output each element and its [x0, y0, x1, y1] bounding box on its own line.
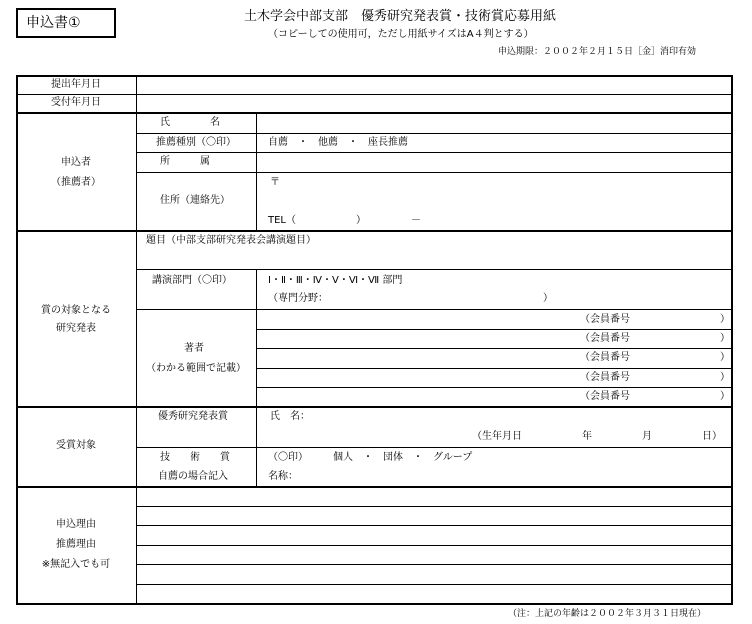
award-target-label: 受賞対象: [56, 440, 96, 451]
form-subtitle: （コピーしての使用可，ただし用紙サイズはA４判とする）: [268, 29, 534, 40]
address-label: 住所（連絡先）: [160, 195, 230, 206]
form-title: 土木学会中部支部 優秀研究発表賞・技術賞応募用紙: [244, 9, 557, 24]
rec-type-label: 推薦種別（〇印）: [156, 137, 236, 148]
member-no-1[interactable]: （会員番号 ）: [580, 314, 730, 325]
subject-field[interactable]: [137, 250, 731, 268]
sub-divider: [256, 270, 257, 406]
target-label: 賞の対象となる: [41, 305, 111, 316]
rec-type-options[interactable]: 自薦 ・ 他薦 ・ 座長推薦: [268, 137, 408, 148]
division-options[interactable]: Ⅰ・Ⅱ・Ⅲ・Ⅳ・Ⅴ・Ⅵ・Ⅶ 部門: [268, 275, 403, 286]
footer-note: （注：上記の年齢は２００２年３月３１日現在）: [508, 609, 707, 619]
applicant-sub-label: （推薦者）: [51, 177, 101, 188]
org-name-field[interactable]: 名称：: [268, 471, 298, 482]
receipt-date-label: 受付年月日: [51, 97, 101, 108]
name-colon[interactable]: 氏 名：: [270, 411, 310, 422]
affiliation-label: 所 属: [160, 156, 210, 167]
affiliation-field[interactable]: [257, 153, 731, 172]
row-line: [137, 269, 733, 270]
reason-note: ※無記入でも可: [41, 559, 111, 570]
postal-mark: 〒: [270, 177, 280, 188]
row-line: [137, 447, 733, 448]
authors-label: 著者: [184, 343, 204, 354]
reason-label: 申込理由: [56, 519, 96, 530]
excellence-award-label: 優秀研究発表賞: [158, 411, 228, 422]
row-line: [257, 368, 733, 369]
target-sub-label: 研究発表: [56, 323, 96, 334]
submit-date-label: 提出年月日: [51, 79, 101, 90]
deadline: 申込期限：２００２年２月１５日［金］消印有効: [498, 47, 697, 57]
row-line: [257, 329, 733, 330]
tech-award-label: 技 術 賞: [160, 452, 230, 463]
submit-date-field[interactable]: [137, 76, 731, 93]
member-no-3[interactable]: （会員番号 ）: [580, 352, 730, 363]
member-no-5[interactable]: （会員番号 ）: [580, 391, 730, 402]
row-line: [137, 133, 733, 134]
form-label: 申込書①: [26, 15, 81, 31]
member-no-4[interactable]: （会員番号 ）: [580, 372, 730, 383]
reason-field[interactable]: [137, 488, 731, 603]
name-label: 氏 名: [160, 117, 220, 128]
division-label: 講演部門（〇印）: [152, 275, 232, 286]
specialty-field[interactable]: （専門分野： ）: [268, 293, 553, 304]
group-options[interactable]: （〇印） 個人 ・ 団体 ・ グループ: [268, 452, 473, 463]
row-line: [137, 309, 733, 310]
reason-label-2: 推薦理由: [56, 539, 96, 550]
row-line: [137, 172, 733, 173]
self-rec-note: 自薦の場合記入: [158, 471, 228, 482]
tel-field[interactable]: TEL（ ） －: [268, 215, 421, 226]
section-line: [16, 406, 733, 408]
receipt-date-field[interactable]: [137, 95, 731, 111]
subject-label: 題目（中部支部研究発表会講演題目）: [146, 235, 316, 246]
birth-date-field[interactable]: （生年月日 年 月 日）: [472, 431, 722, 442]
row-line: [257, 387, 733, 388]
authors-sub-label: （わかる範囲で記載）: [146, 363, 246, 374]
member-no-2[interactable]: （会員番号 ）: [580, 333, 730, 344]
row-line: [257, 348, 733, 349]
applicant-label: 申込者: [61, 157, 91, 168]
section-line: [16, 230, 733, 232]
applicant-name-field[interactable]: [257, 114, 731, 133]
